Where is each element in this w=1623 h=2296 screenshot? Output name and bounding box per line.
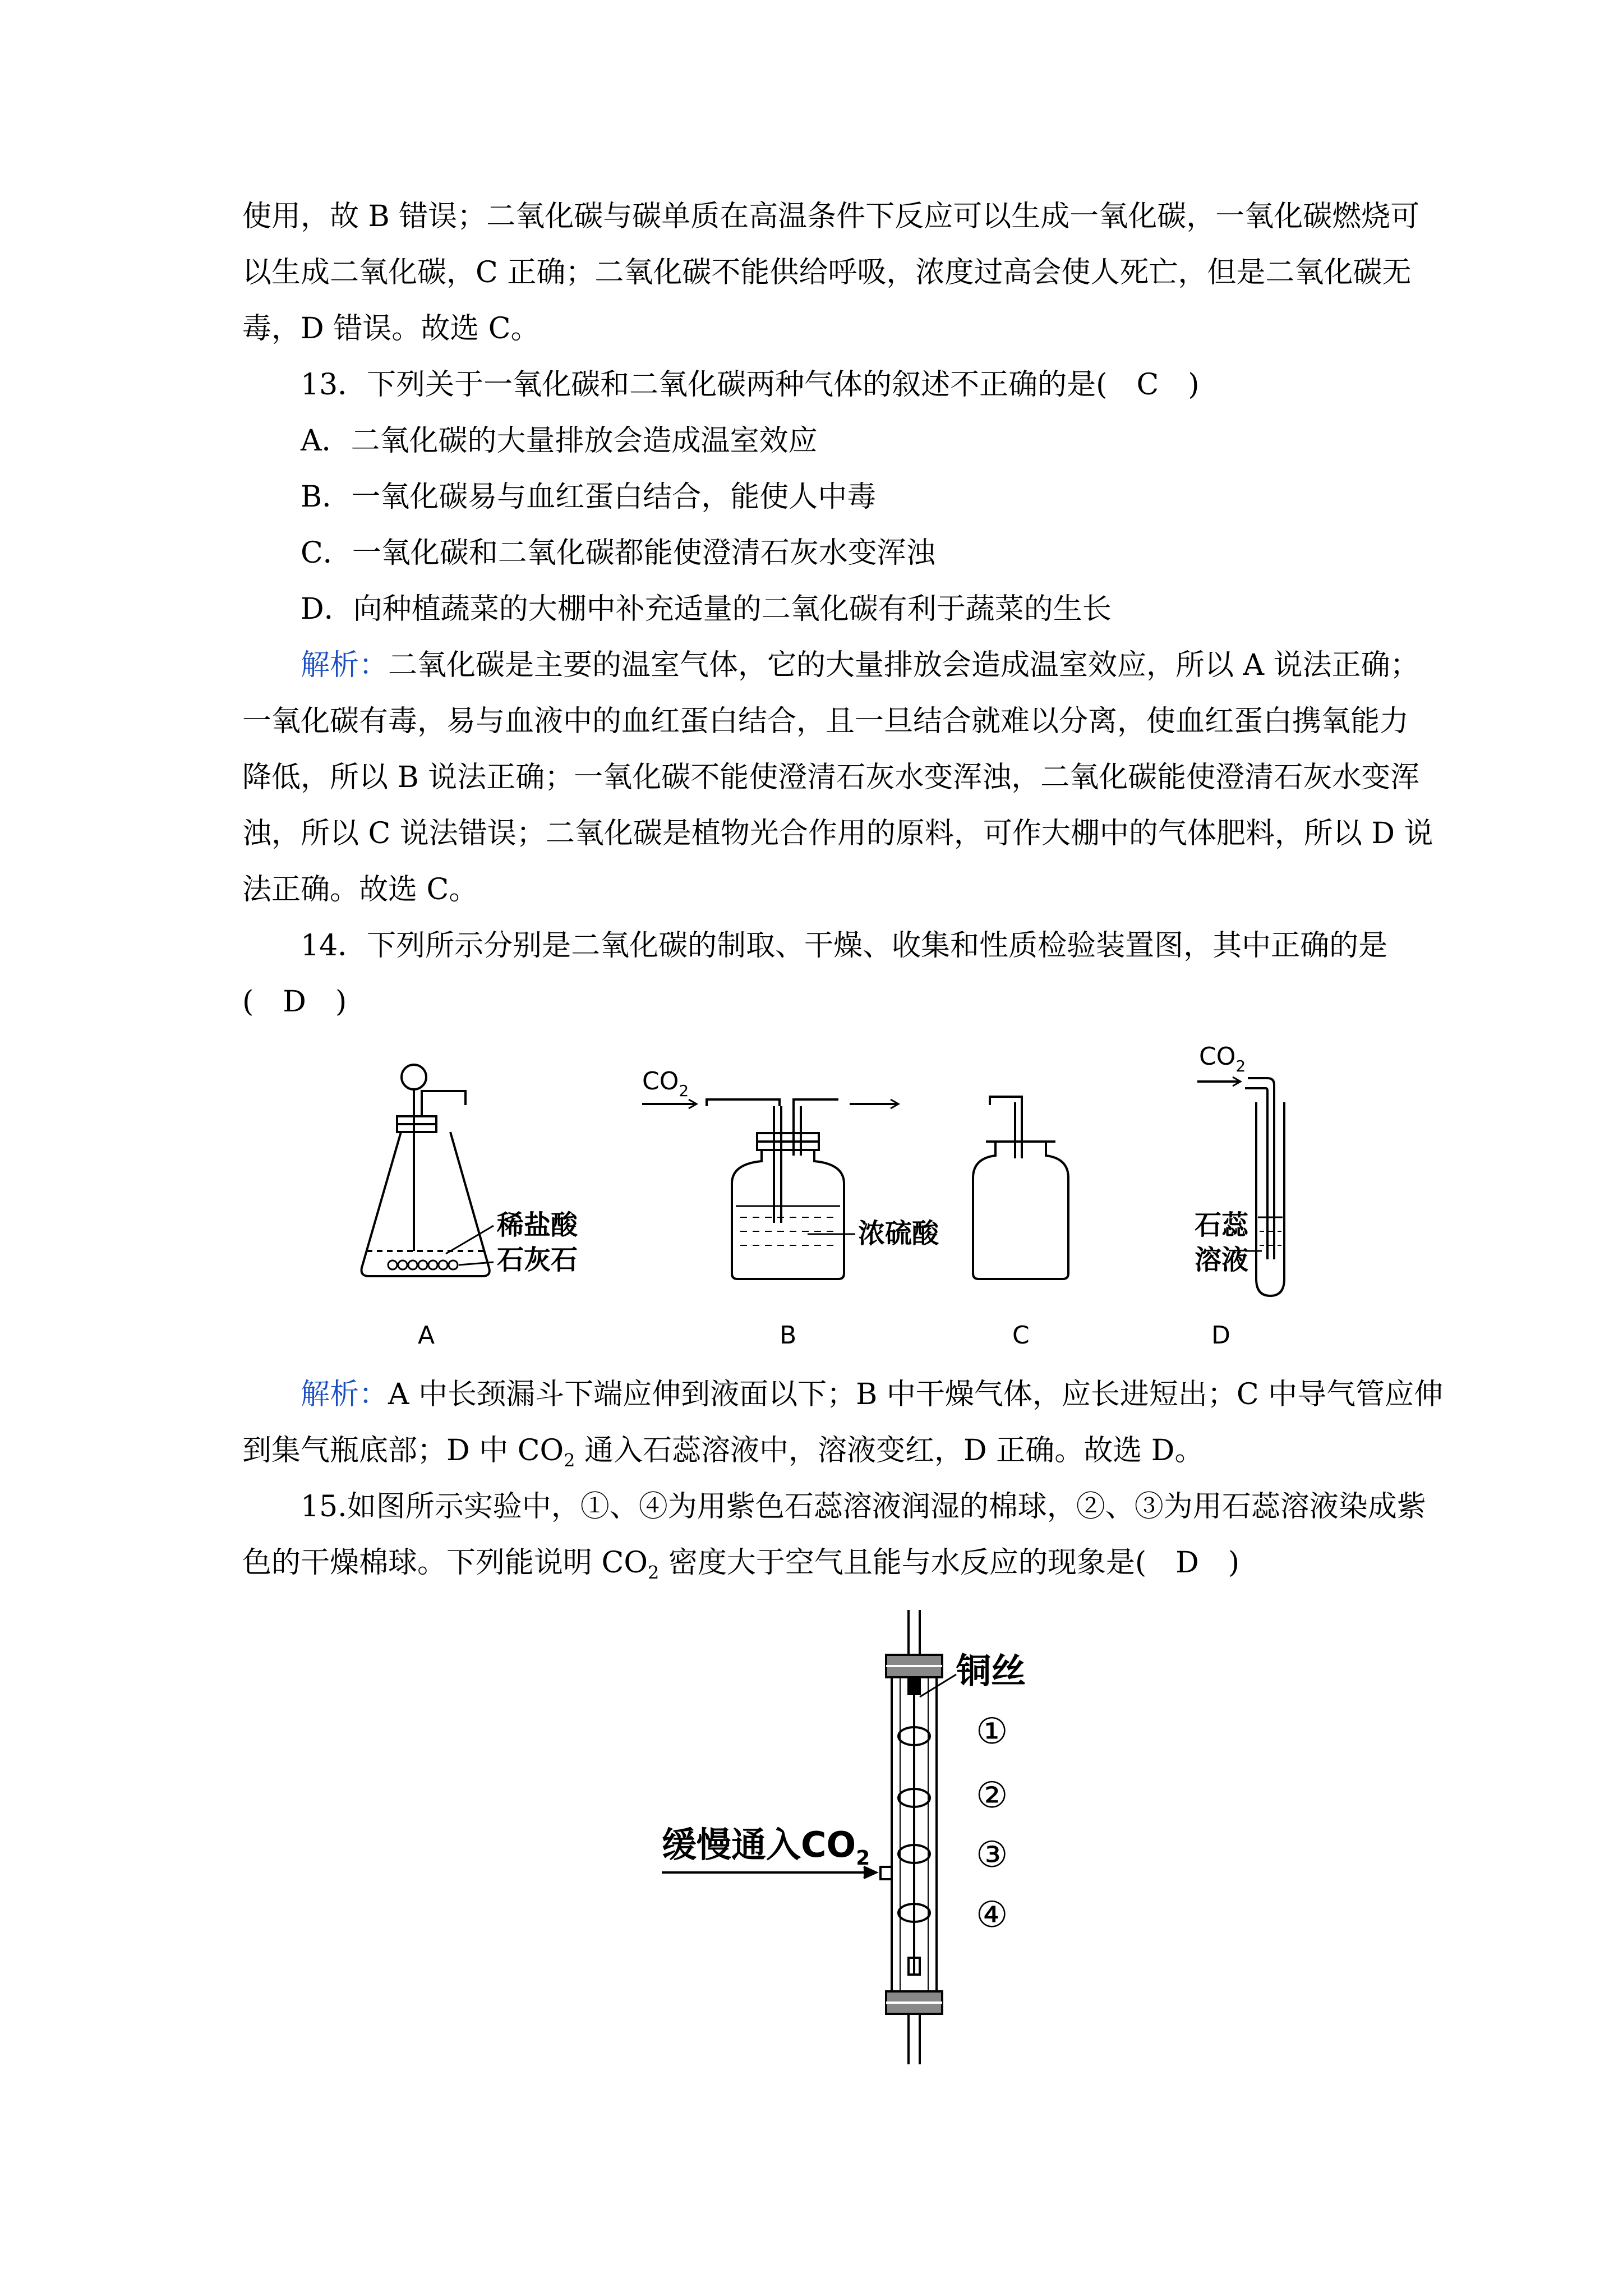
intro-line-1: 使用，故 B 错误；二氧化碳与碳单质在高温条件下反应可以生成一氧化碳，一氧化碳燃烧可 [242, 200, 1420, 233]
label-copper-wire: 铜丝 [956, 1650, 1026, 1691]
q14-analysis-text-1: A 中长颈漏斗下端应伸到液面以下；B 中干燥气体，应长进短出；C 中导气管应伸 [388, 1378, 1444, 1411]
q13-analysis-line-5: 法正确。故选 C。 [242, 873, 478, 907]
q13-analysis-label: 解析： [301, 648, 389, 682]
q13-option-b: B．一氧化碳易与血红蛋白结合，能使人中毒 [301, 480, 877, 514]
label-ball-4: ④ [976, 1894, 1008, 1936]
q15-stem-line-1: 15.如图所示实验中，①、④为用紫色石蕊溶液润湿的棉球，②、③为用石蕊溶液染成紫 [301, 1490, 1426, 1524]
q15-stem-text-2a: 色的干燥棉球。下列能说明 CO [242, 1546, 648, 1580]
caption-d: D [1211, 1321, 1230, 1350]
q14-stem-line-1: 14．下列所示分别是二氧化碳的制取、干燥、收集和性质检验装置图，其中正确的是 [301, 929, 1388, 963]
q13-stem: 13．下列关于一氧化碳和二氧化碳两种气体的叙述不正确的是( C ) [301, 368, 1200, 402]
q15-apparatus-figure [645, 1599, 1094, 2104]
apparatus-c [973, 1097, 1068, 1350]
caption-a: A [418, 1321, 435, 1350]
q13-analysis-line-1 [301, 637, 1419, 693]
caption-c: C [1012, 1321, 1030, 1350]
q13-analysis-line-4: 浊，所以 C 说法错误；二氧化碳是植物光合作用的原料，可作大棚中的气体肥料，所以 D 说 [242, 817, 1433, 850]
label-conc-h2so4: 浓硫酸 [858, 1218, 939, 1249]
label-dilute-hcl: 稀盐酸 [497, 1209, 578, 1241]
d-co2-label: $CO_2$ [1199, 1042, 1246, 1075]
intro-line-3: 毒，D 错误。故选 C。 [242, 312, 540, 346]
q14-apparatus-figure [314, 1038, 1346, 1352]
q14-analysis-text-2a: 到集气瓶底部；D 中 CO [242, 1434, 564, 1467]
q14-stem-line-2: ( D ) [242, 985, 347, 1019]
caption-b: B [780, 1321, 797, 1350]
q13-analysis-line-3: 降低，所以 B 说法正确；一氧化碳不能使澄清石灰水变浑浊，二氧化碳能使澄清石灰水变浑 [242, 761, 1420, 794]
q13-option-a: A．二氧化碳的大量排放会造成温室效应 [301, 424, 818, 458]
apparatus-d [1195, 1042, 1284, 1350]
intro-line-2: 以生成二氧化碳，C 正确；二氧化碳不能供给呼吸，浓度过高会使人死亡，但是二氧化碳无 [242, 256, 1412, 289]
q13-analysis-text-1: 二氧化碳是主要的温室气体，它的大量排放会造成温室效应，所以 A 说法正确； [388, 648, 1419, 682]
apparatus-a [362, 1065, 578, 1350]
q14-analysis-label: 解析： [301, 1378, 389, 1411]
b-co2-label: $CO_2$ [642, 1067, 689, 1100]
q14-analysis-text-2b: 通入石蕊溶液中，溶液变红，D 正确。故选 D。 [575, 1434, 1204, 1467]
q13-analysis-line-2: 一氧化碳有毒，易与血液中的血红蛋白结合，且一旦结合就难以分离，使血红蛋白携氧能力 [242, 705, 1409, 738]
q15-stem-text-2b: 密度大于空气且能与水反应的现象是( D ) [659, 1546, 1240, 1580]
label-limestone: 石灰石 [497, 1244, 578, 1276]
label-ball-3: ③ [976, 1834, 1008, 1876]
label-ball-1: ① [976, 1711, 1008, 1752]
label-litmus: 石蕊 [1195, 1209, 1249, 1241]
q14-analysis-line-1 [301, 1366, 1443, 1423]
apparatus-b [642, 1067, 939, 1350]
label-solution: 溶液 [1195, 1244, 1249, 1276]
label-ball-2: ② [976, 1775, 1008, 1816]
q13-option-c: C．一氧化碳和二氧化碳都能使澄清石灰水变浑浊 [301, 536, 935, 570]
q15-stem-line-2 [242, 1535, 1239, 1600]
q14-analysis-sub: 2 [564, 1450, 575, 1471]
q15-stem-sub: 2 [647, 1562, 660, 1584]
label-inlet-co2: 缓慢通入$CO_2$ [662, 1824, 870, 1870]
q13-option-d: D．向种植蔬菜的大棚中补充适量的二氧化碳有利于蔬菜的生长 [301, 592, 1112, 626]
